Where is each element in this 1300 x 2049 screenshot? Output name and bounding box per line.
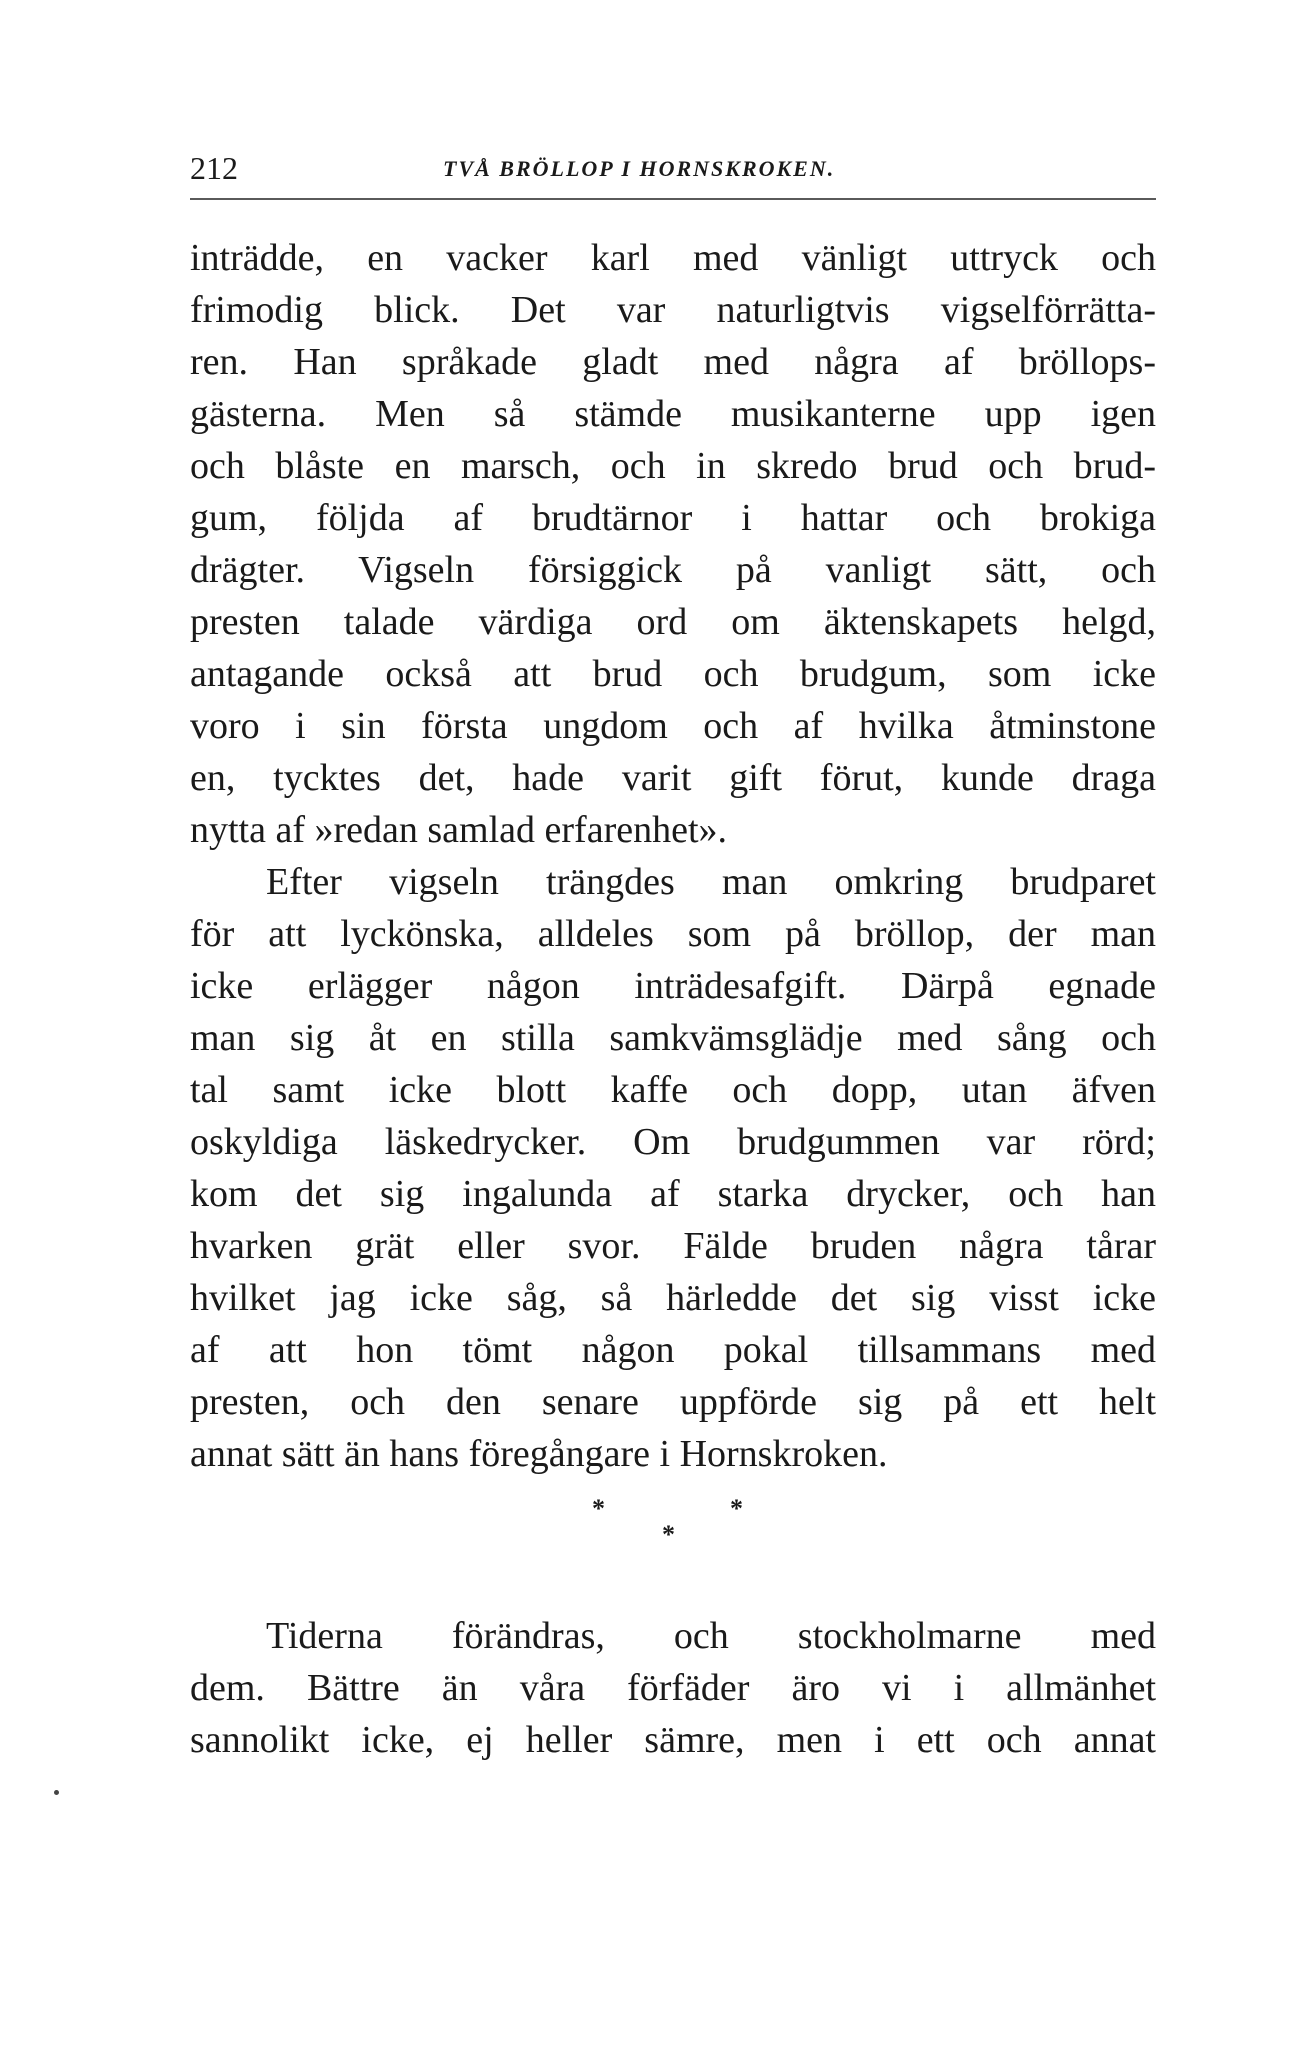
running-head (190, 148, 1156, 188)
text-line: frimodig blick. Det var naturligtvis vigselförrätta- (190, 289, 1156, 331)
text-line: voro i sin första ungdom och af hvilka åtminstone (190, 705, 1156, 747)
header-rule (190, 198, 1156, 200)
running-title: TVÅ BRÖLLOP I HORNSKROKEN. (443, 156, 836, 181)
text-line: antagande också att brud och brudgum, som icke (190, 653, 1156, 695)
text-line: och blåste en marsch, och in skredo brud och brud- (190, 445, 1156, 487)
paragraph-1 (190, 232, 1156, 856)
body-text-continued (190, 1610, 1156, 1766)
text-line: tal samt icke blott kaffe och dopp, utan äfven (190, 1069, 1156, 1111)
text-line: för att lyckönska, alldeles som på bröllop, der man (190, 913, 1156, 955)
asterism-divider (0, 1496, 1300, 1556)
text-line: presten, och den senare uppförde sig på ett helt (190, 1381, 1156, 1423)
text-line: oskyldiga läskedrycker. Om brudgummen var rörd; (190, 1121, 1156, 1163)
asterisk: * (592, 1494, 605, 1523)
paragraph-3 (190, 1610, 1156, 1766)
asterisk: * (662, 1520, 675, 1549)
text-line: ren. Han språkade gladt med några af bröllops- (190, 341, 1156, 383)
page-number: 212 (190, 150, 238, 186)
text-line: sannolikt icke, ej heller sämre, men i ett och annat (190, 1719, 1156, 1761)
paragraph-2 (190, 856, 1156, 1480)
text-line: kom det sig ingalunda af starka drycker, och han (190, 1173, 1156, 1215)
body-text (190, 232, 1156, 1480)
text-line: icke erlägger någon inträdesafgift. Därpå egnade (190, 965, 1156, 1007)
text-line: hvilket jag icke såg, så härledde det sig visst icke (190, 1277, 1156, 1319)
text-line: man sig åt en stilla samkvämsglädje med sång och (190, 1017, 1156, 1059)
text-line: hvarken grät eller svor. Fälde bruden några tårar (190, 1225, 1156, 1267)
text-line: nytta af »redan samlad erfarenhet». (190, 809, 728, 851)
text-line: dem. Bättre än våra förfäder äro vi i allmänhet (190, 1667, 1156, 1709)
text-line: gum, följda af brudtärnor i hattar och brokiga (190, 497, 1156, 539)
text-line: en, tycktes det, hade varit gift förut, kunde draga (190, 757, 1156, 799)
text-line: drägter. Vigseln försiggick på vanligt sätt, och (190, 549, 1156, 591)
text-line: Tiderna förändras, och stockholmarne med (266, 1615, 1156, 1657)
text-line: annat sätt än hans föregångare i Hornskroken. (190, 1433, 888, 1475)
text-line: Efter vigseln trängdes man omkring brudparet (266, 861, 1156, 903)
stray-ink-mark (54, 1790, 59, 1795)
text-line: af att hon tömt någon pokal tillsammans med (190, 1329, 1156, 1371)
text-line: inträdde, en vacker karl med vänligt uttryck och (190, 237, 1156, 279)
asterisk: * (730, 1494, 743, 1523)
text-line: presten talade värdiga ord om äktenskapets helgd, (190, 601, 1156, 643)
text-line: gästerna. Men så stämde musikanterne upp igen (190, 393, 1156, 435)
